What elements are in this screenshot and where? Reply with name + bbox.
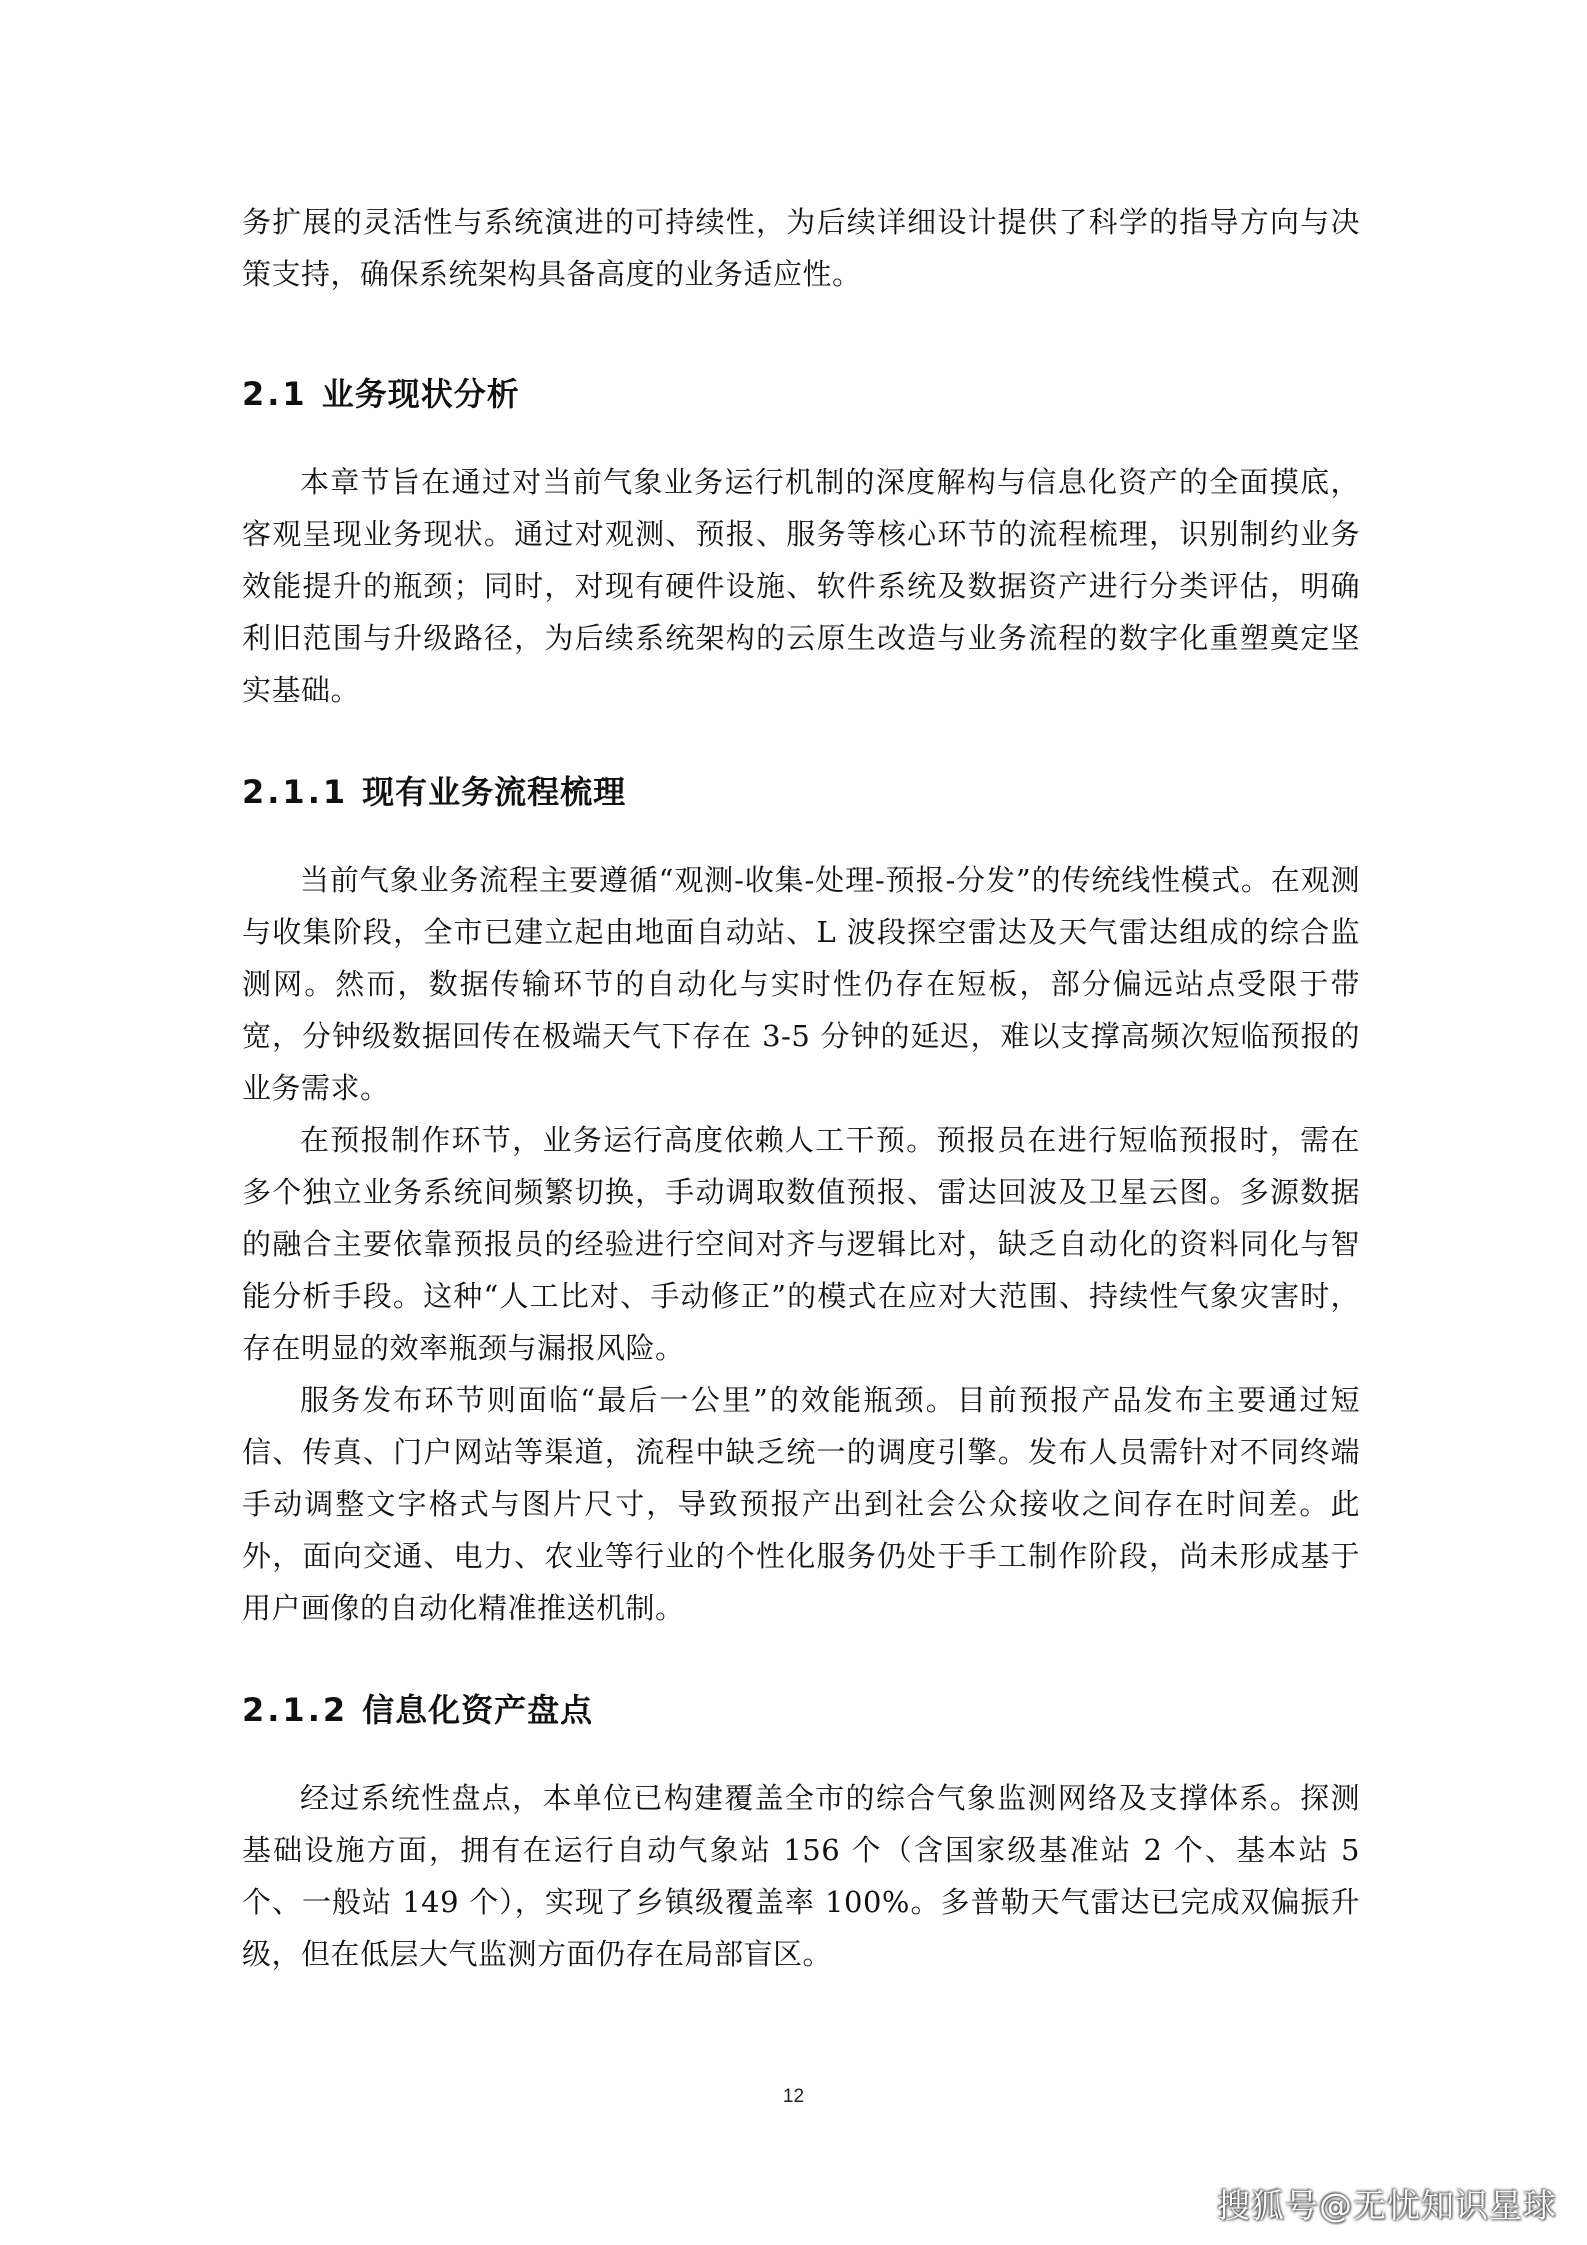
- section-title: 信息化资产盘点: [362, 1691, 594, 1729]
- section-number: 2.1: [242, 375, 308, 413]
- section-heading-2-1: [242, 372, 1360, 416]
- workflow-paragraph-forecast: 在预报制作环节，业务运行高度依赖人工干预。预报员在进行短临预报时，需在多个独立业务系统间频繁切换，手动调取数值预报、雷达回波及卫星云图。多源数据的融合主要依靠预报员的经验进行空间对齐与逻辑比对，缺乏自动化的资料同化与智能分析手段。这种“人工比对、手动修正”的模式在应对大范围、持续性气象灾害时，存在明显的效率瓶颈与漏报风险。: [242, 1123, 1360, 1365]
- section-title: 现有业务流程梳理: [362, 773, 627, 811]
- section-2-1-paragraph: 本章节旨在通过对当前气象业务运行机制的深度解构与信息化资产的全面摸底，客观呈现业务现状。通过对观测、预报、服务等核心环节的流程梳理，识别制约业务效能提升的瓶颈；同时，对现有硬件设施、软件系统及数据资产进行分类评估，明确利旧范围与升级路径，为后续系统架构的云原生改造与业务流程的数字化重塑奠定坚实基础。: [242, 465, 1360, 707]
- workflow-paragraph-observation: 当前气象业务流程主要遵循“观测-收集-处理-预报-分发”的传统线性模式。在观测与收集阶段，全市已建立起由地面自动站、L 波段探空雷达及天气雷达组成的综合监测网。然而，数据传输环节的自动化与实时性仍存在短板，部分偏远站点受限于带宽，分钟级数据回传在极端天气下存在 3-5 分钟的延迟，难以支撑高频次短临预报的业务需求。: [242, 863, 1360, 1105]
- watermark-text: 搜狐号@无忧知识星球: [1217, 2186, 1557, 2225]
- page-number: 12: [782, 2086, 805, 2107]
- workflow-paragraph-service: 服务发布环节则面临“最后一公里”的效能瓶颈。目前预报产品发布主要通过短信、传真、门户网站等渠道，流程中缺乏统一的调度引擎。发布人员需针对不同终端手动调整文字格式与图片尺寸，导致预报产出到社会公众接收之间存在时间差。此外，面向交通、电力、农业等行业的个性化服务仍处于手工制作阶段，尚未形成基于用户画像的自动化精准推送机制。: [242, 1383, 1360, 1625]
- section-title: 业务现状分析: [321, 375, 520, 413]
- section-number: 2.1.1: [242, 773, 349, 811]
- asset-inventory-paragraph: 经过系统性盘点，本单位已构建覆盖全市的综合气象监测网络及支撑体系。探测基础设施方面，拥有在运行自动气象站 156 个（含国家级基准站 2 个、基本站 5 个、一般站 149 个），实现了乡镇级覆盖率 100%。多普勒天气雷达已完成双偏振升级，但在低层大气监测方面仍存在局部盲区。: [242, 1781, 1360, 1971]
- section-heading-2-1-2: [242, 1688, 1360, 1732]
- page-content: [242, 196, 1360, 1980]
- section-heading-2-1-1: [242, 770, 1360, 814]
- intro-paragraph: 务扩展的灵活性与系统演进的可持续性，为后续详细设计提供了科学的指导方向与决策支持，确保系统架构具备高度的业务适应性。: [242, 205, 1360, 291]
- section-number: 2.1.2: [242, 1691, 349, 1729]
